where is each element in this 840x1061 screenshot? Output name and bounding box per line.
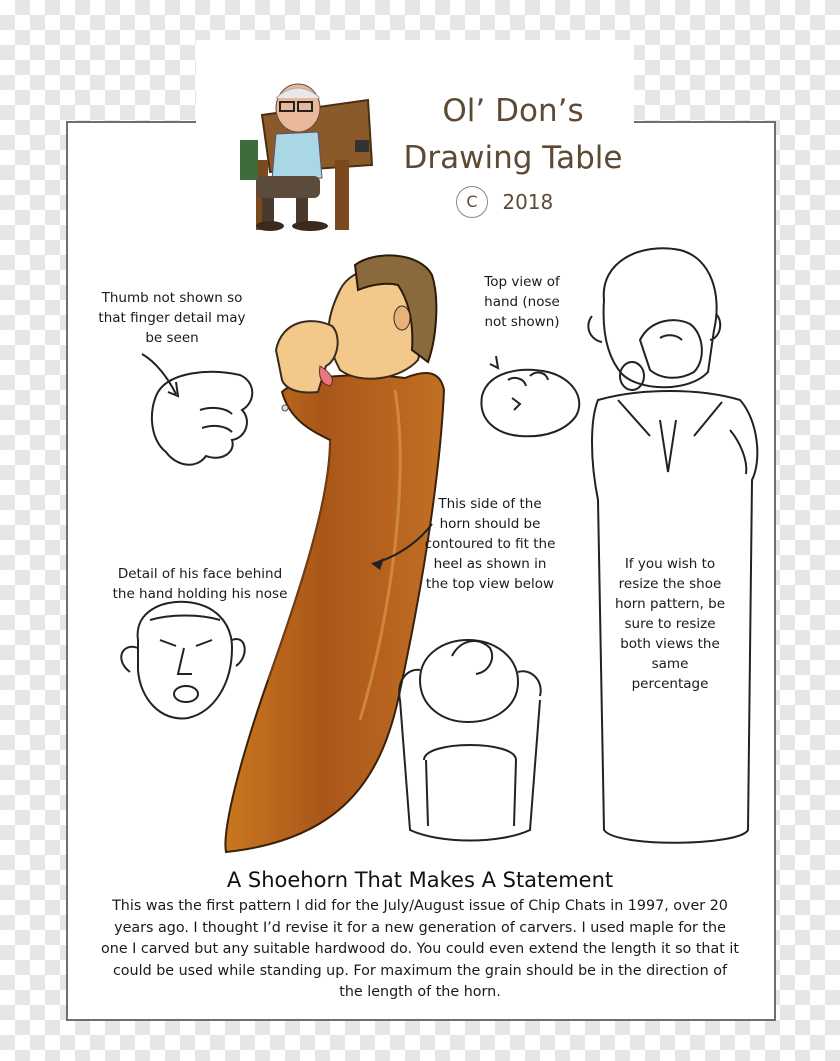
title-line-2: Drawing Table	[403, 140, 623, 176]
statement-heading: A Shoehorn That Makes A Statement	[226, 868, 614, 892]
face-detail-drawing	[121, 602, 244, 719]
note-face-detail: Detail of his face behind the hand holding his nose	[112, 566, 288, 602]
shoehorn-colored-figure	[225, 255, 444, 852]
shoehorn-outline-figure	[588, 248, 757, 843]
note-thumb: Thumb not shown so that finger detail may be seen	[98, 290, 246, 346]
old-don-drawing-table-image	[240, 84, 372, 231]
header-title	[388, 88, 638, 182]
copyright-line	[456, 186, 553, 218]
copyright-icon: C	[456, 186, 488, 218]
copyright-year: 2018	[502, 190, 554, 214]
description-paragraph: This was the first pattern I did for the July/August issue of Chip Chats in 1997, over 20 years ago. I thought I’d revise it for a new generation of carvers. I used maple for the one I carved but any suitable hardwood do. You could even extend the length it so that it could be used while standing up. For maximum the grain should be in the direction of the length of the horn.	[101, 898, 739, 1001]
top-view-head-drawing	[399, 640, 540, 841]
top-view-hand-drawing	[481, 356, 579, 436]
note-contour: This side of the horn should be contoured to fit the heel as shown in the top view below	[424, 496, 556, 592]
hand-detail-drawing	[142, 354, 252, 465]
note-resize: If you wish to resize the shoe horn pattern, be sure to resize both views the same percentage	[614, 556, 726, 692]
title-line-1: Ol’ Don’s	[442, 93, 584, 129]
note-top-view: Top view of hand (nose not shown)	[484, 274, 560, 330]
